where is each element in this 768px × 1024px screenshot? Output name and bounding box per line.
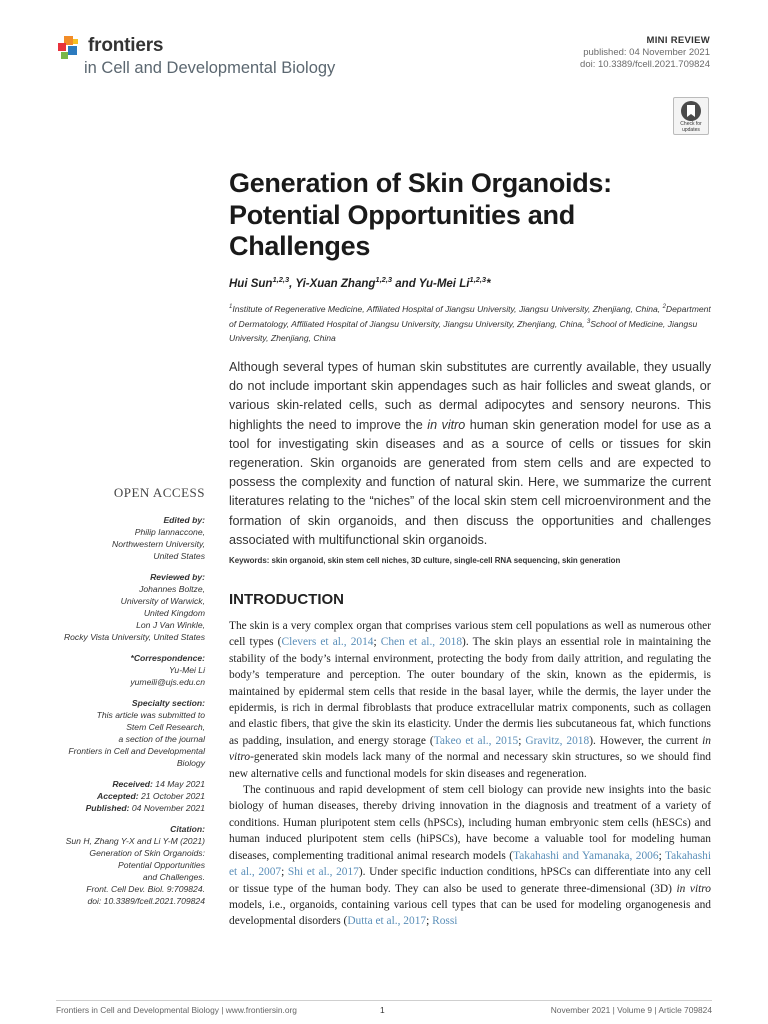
page-number: 1 — [380, 1005, 385, 1015]
author-separator: * — [486, 277, 491, 290]
abstract — [229, 358, 711, 550]
title-line: Potential Opportunities and — [229, 199, 575, 230]
author-separator: , — [289, 277, 296, 290]
affiliation-2: Department of Dermatology, Affiliated Hospital of Jiangsu University, Jiangsu University, Zhenjiang, China, — [229, 303, 711, 330]
text-run: ; — [281, 866, 288, 879]
article-sidebar — [40, 514, 205, 916]
article-type: MINI REVIEW — [646, 35, 710, 46]
text-run: ; — [518, 734, 526, 747]
footer-journal-link[interactable]: Frontiers in Cell and Developmental Biology | www.frontiersin.org — [56, 1005, 297, 1015]
specialty-line: Biology — [176, 758, 205, 768]
check-updates-label: Check for updates — [680, 121, 702, 133]
citation-link[interactable]: Dutta et al., 2017 — [347, 915, 427, 928]
affil-sup: 3 — [586, 319, 591, 326]
reviewed-by-label: Reviewed by: — [150, 572, 205, 582]
text-italic: in vitro — [676, 882, 711, 895]
check-for-updates-button[interactable] — [673, 97, 709, 135]
accepted-date: 21 October 2021 — [138, 791, 205, 801]
abstract-text: Although several types of human skin substitutes are currently available, they usually do not include important skin appendages such as hair follicles and sweat glands, or various skin-related cells, such as dermal adipocytes and sensory neurons. This highlights the need to improve the — [229, 360, 711, 432]
text-run: The skin is a very complex organ that comprises various stem cell populations as well as numerous other cell types ( — [229, 620, 711, 649]
text-italic: in vitro — [229, 734, 712, 764]
text-run: models, i.e., organoids, containing various cell types that can be used for modeling organogenesis and developmental disorders ( — [229, 898, 711, 928]
text-run: The continuous and rapid development of stem cell biology can provide new insights into the basic biology of human diseases, thereby driving innovation in the diagnosis and treatment of a variety of conditions. Human pluripotent stem cells (hPSCs), including human embryonic stem cells (hESCs) and human induced pluripotent stem cells (hiPSCs), have become a valuable tool for modeling human diseases, complementing traditional animal research models ( — [229, 784, 711, 862]
reviewer-line: United Kingdom — [143, 608, 205, 618]
citation-section — [40, 823, 205, 907]
footer-divider — [56, 1000, 712, 1001]
keywords: Keywords: skin organoid, skin stem cell niches, 3D culture, single-cell RNA sequencing, skin generation — [229, 556, 621, 565]
author-separator: and — [392, 277, 419, 290]
specialty-line: a section of the journal — [118, 734, 205, 744]
article-title — [229, 168, 699, 263]
brand-name: frontiers — [88, 35, 164, 56]
citation-link[interactable]: Clevers et al., 2014 — [281, 636, 374, 649]
reviewer-line[interactable]: Johannes Boltze, — [139, 584, 205, 594]
citation-link[interactable]: Takahashi and Yamanaka, 2006 — [513, 849, 659, 862]
bookmark-icon — [681, 101, 701, 121]
affiliation-3: School of Medicine, Jiangsu University, Zhenjiang, China — [229, 319, 698, 343]
title-line: Generation of Skin Organoids: — [229, 168, 612, 198]
reviewed-by-section — [40, 571, 205, 643]
specialty-line: Frontiers in Cell and Developmental — [68, 746, 205, 756]
published-date-sidebar: 04 November 2021 — [129, 803, 205, 813]
author-affil-sup: 1,2,3 — [375, 275, 393, 284]
affil-sup: 1 — [229, 304, 233, 310]
article-meta — [580, 35, 710, 71]
published-date: published: 04 November 2021 — [583, 47, 710, 58]
editor-line[interactable]: Philip Iannaccone, — [134, 527, 205, 537]
citation-label: Citation: — [170, 824, 205, 834]
dates-section — [40, 778, 205, 814]
author-name[interactable]: Hui Sun — [229, 277, 273, 290]
citation-line: Front. Cell Dev. Biol. 9:709824. — [86, 884, 205, 894]
edited-by-section — [40, 514, 205, 562]
author-name[interactable]: Yi-Xuan Zhang — [295, 277, 376, 290]
specialty-line: Stem Cell Research, — [126, 722, 205, 732]
author-affil-sup: 1,2,3 — [272, 275, 290, 284]
correspondence-email[interactable]: yumeili@ujs.edu.cn — [130, 677, 205, 687]
citation-link[interactable]: Shi et al., 2017 — [287, 866, 359, 879]
correspondence-name: Yu-Mei Li — [169, 665, 205, 675]
affiliations — [229, 301, 713, 345]
text-run: ). However, the current — [589, 734, 703, 747]
abstract-italic: in vitro — [427, 417, 466, 432]
editor-line: United States — [153, 551, 205, 561]
citation-line: Generation of Skin Organoids: — [89, 848, 205, 858]
correspondence-section — [40, 652, 205, 688]
body-text — [229, 618, 711, 930]
editor-line: Northwestern University, — [112, 539, 205, 549]
affiliation-1: Institute of Regenerative Medicine, Affiliated Hospital of Jiangsu University, Jiangsu University, Zhenjiang, China, — [232, 303, 663, 314]
edited-by-label: Edited by: — [163, 515, 205, 525]
affil-sup: 2 — [662, 304, 666, 310]
open-access-label: OPEN ACCESS — [113, 485, 205, 500]
citation-link[interactable]: Rossi — [432, 915, 458, 928]
specialty-line: This article was submitted to — [96, 710, 205, 720]
accepted-label: Accepted: — [97, 791, 139, 801]
published-label: Published: — [85, 803, 130, 813]
citation-link[interactable]: Chen et al., 2018 — [380, 636, 463, 649]
author-affil-sup: 1,2,3 — [469, 275, 487, 284]
text-run: ). Under specific induction conditions, hPSCs can differentiate into any cell or tissue type of the human body. They can also be used to generate three-dimensional (3D) — [229, 866, 712, 895]
reviewer-line: Rocky Vista University, United States — [63, 632, 205, 642]
citation-line: Potential Opportunities — [118, 860, 205, 870]
frontiers-logo-icon — [56, 34, 84, 62]
text-run: ; — [426, 915, 433, 928]
citation-link[interactable]: Takahashi et al., 2007 — [229, 849, 711, 879]
specialty-section — [40, 697, 205, 769]
received-date: 14 May 2021 — [152, 779, 205, 789]
footer-issue-info: November 2021 | Volume 9 | Article 709824 — [550, 1005, 712, 1015]
paragraph — [229, 782, 711, 930]
specialty-label: Specialty section: — [131, 698, 205, 708]
citation-line: and Challenges. — [142, 872, 205, 882]
doi-link[interactable]: doi: 10.3389/fcell.2021.709824 — [580, 59, 710, 70]
text-run: -generated skin models lack many of the normal and necessary skin structures, so we should find new alternative cells and functional models for skin diseases and regeneration. — [229, 751, 711, 780]
author-name[interactable]: Yu-Mei Li — [418, 277, 470, 290]
text-run: ; — [373, 636, 381, 649]
section-heading-introduction: INTRODUCTION — [229, 591, 344, 608]
citation-link[interactable]: Gravitz, 2018 — [525, 734, 590, 747]
correspondence-label: *Correspondence: — [130, 653, 205, 663]
reviewer-line: University of Warwick, — [120, 596, 205, 606]
text-run: ; — [658, 849, 665, 862]
journal-name: in Cell and Developmental Biology — [84, 59, 336, 77]
author-list — [229, 275, 491, 290]
reviewer-line[interactable]: Lon J Van Winkle, — [136, 620, 205, 630]
received-label: Received: — [112, 779, 153, 789]
citation-doi[interactable]: doi: 10.3389/fcell.2021.709824 — [87, 896, 205, 906]
abstract-text: human skin generation model for use as a tool for investigating skin diseases and as a source of cells or tissues for skin regeneration. Skin organoids are generated from stem cells and are expected to possess the complexity and function of natural skin. Here, we summarize the current literatures relating to the “niches” of the local skin stem cell microenvironment and the formation of skin organoids, and then discuss the opportunities and challenges associated with multifunctional skin organoids. — [229, 417, 711, 547]
citation-line: Sun H, Zhang Y-X and Li Y-M (2021) — [65, 836, 205, 846]
paragraph — [229, 618, 711, 782]
text-run: ). The skin plays an essential role in maintaining the stability of the body’s internal environment, protecting the body from daily attrition, and regulating the body’s temperature and perception. The outer boundary of the skin, known as the epidermis, is maintained by epidermal stem cells that reside in the basal layer, while the dermis, the layer under the epidermis, is rich in dermal fibroblasts that produce extracellular matrix components, such as collagen and elastic fibers, that give the skin its elasticity. Under the dermis lies subcutaneous fat, which functions as padding, insulation, and energy storage ( — [229, 636, 711, 747]
title-line: Challenges — [229, 231, 371, 261]
citation-link[interactable]: Takeo et al., 2015 — [433, 734, 519, 747]
